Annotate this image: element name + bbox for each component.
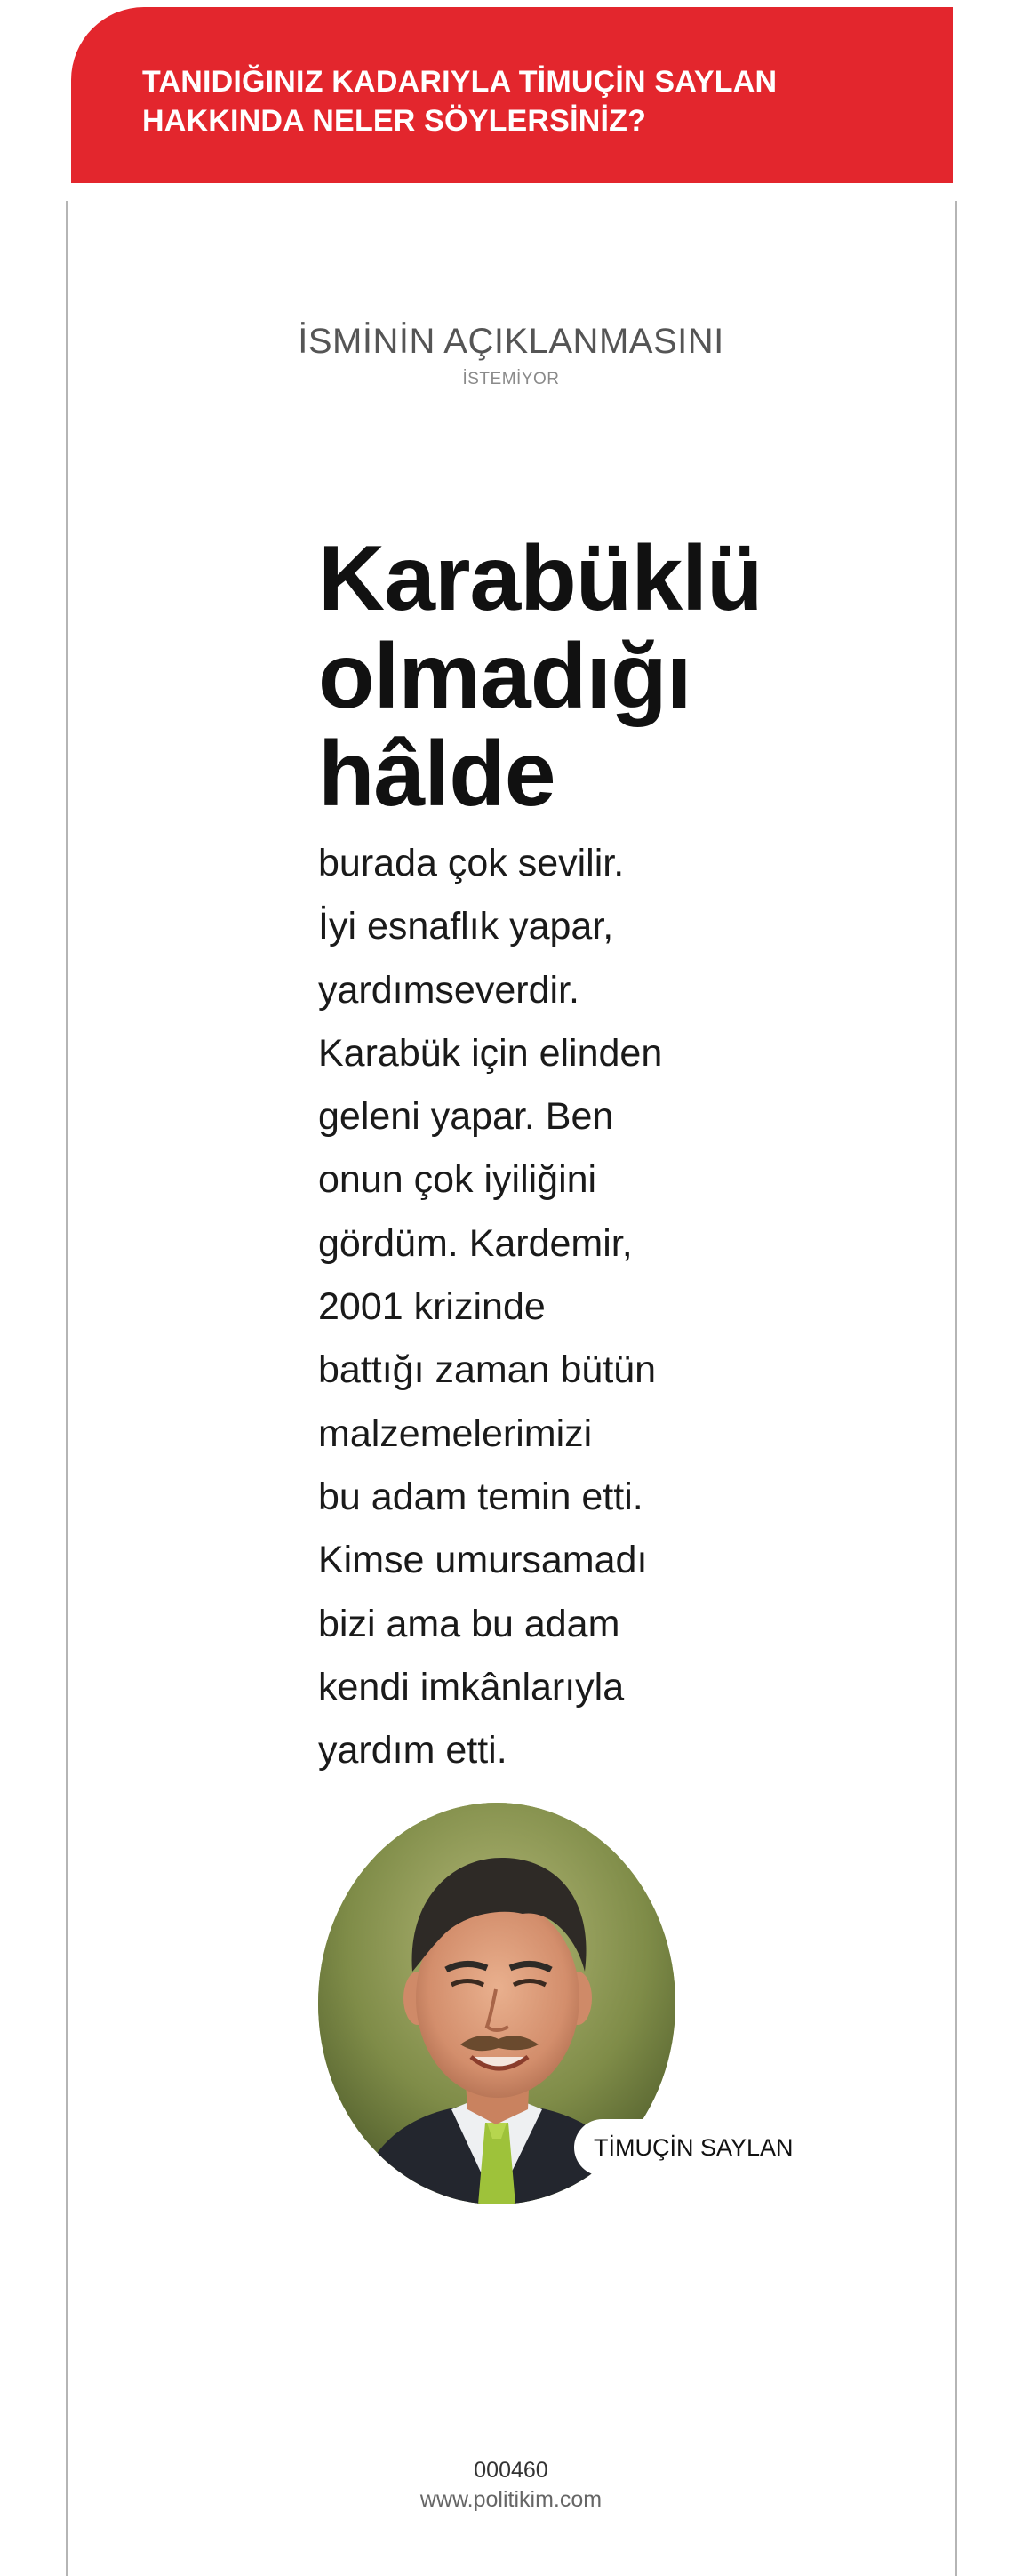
quote-body-line: Kimse umursamadı	[318, 1539, 648, 1582]
footer-website: www.politikim.com	[419, 2487, 603, 2512]
quote-body-line: İyi esnaflık yapar,	[318, 905, 614, 948]
quote-body-line: malzemelerimizi	[318, 1412, 593, 1455]
quote-body-line: burada çok sevilir.	[318, 842, 625, 884]
quote-body-line: bizi ama bu adam	[318, 1602, 620, 1645]
question-line-1: TANIDIĞINIZ KADARIYLA TİMUÇİN SAYLAN	[142, 65, 778, 99]
question-banner	[71, 7, 953, 183]
quote-body-line: yardımseverdir.	[318, 968, 579, 1012]
quote-body-line: kendi imkânlarıyla	[318, 1665, 625, 1708]
quote-body-line: battığı zaman bütün	[318, 1348, 657, 1392]
headline-line-3: hâlde	[318, 723, 555, 826]
subject-name-tag: TİMUÇİN SAYLAN	[574, 2119, 813, 2176]
quote-body	[318, 832, 816, 1782]
quote-headline	[318, 527, 816, 826]
quote-body-line: bu adam temin etti.	[318, 1475, 643, 1518]
quote-body-line: Karabük için elinden	[318, 1031, 663, 1075]
footer-code: 000460	[474, 2458, 548, 2483]
headline-line-2: olmadığı	[318, 625, 691, 728]
respondent-name: İSMİNİN AÇIKLANMASINI	[298, 322, 724, 361]
question-line-2: HAKKINDA NELER SÖYLERSİNİZ?	[142, 104, 647, 138]
quote-body-line: 2001 krizinde	[318, 1285, 546, 1329]
quote-body-line: onun çok iyiliğini	[318, 1158, 597, 1202]
quote-body-line: gördüm. Kardemir,	[318, 1221, 633, 1265]
quote-body-line: geleni yapar. Ben	[318, 1095, 614, 1139]
headline-line-1: Karabüklü	[318, 527, 763, 630]
respondent-subtitle: İSTEMİYOR	[462, 370, 560, 388]
quote-body-line: yardım etti.	[318, 1729, 507, 1772]
